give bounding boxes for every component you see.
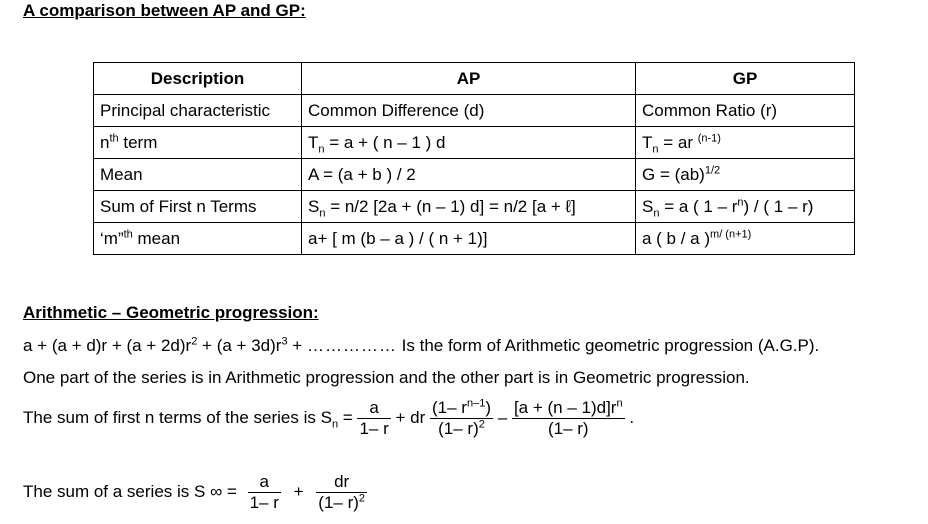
row-desc: $n^{th}$ term [94, 127, 302, 159]
fraction-a-over-1-r: $\frac{a}{1- r}$ [359, 398, 389, 438]
row-gp: $T_n$ = ar $^{(n-1)}$ [636, 127, 855, 159]
header-description: Description [94, 63, 302, 95]
row-gp: $S_n = a$ ( $1 - r^n$) / ( 1 – r) [636, 191, 855, 223]
comparison-table [93, 62, 855, 255]
row-ap: a+ [ m (b – a ) / ( n + 1)] [302, 223, 636, 255]
row-ap: $T_n = a$ + ( n – 1 ) d [302, 127, 636, 159]
row-desc: Sum of First n Terms [94, 191, 302, 223]
agp-series-line: $a + (a + d)r + (a + 2d)r^2 + (a + 3d)r^3$ + …………… Is the form of Arithmetic geometric progression (A.G.P). [23, 335, 820, 355]
table-row [94, 223, 855, 255]
sum-n-label: The sum of first n terms of the series is $S_n$ = [23, 407, 353, 431]
ellipsis-dots: …………… [306, 336, 397, 355]
row-desc: Mean [94, 159, 302, 191]
agp-description: One part of the series is in Arithmetic progression and the other part is in Geometric progression. [23, 368, 750, 387]
fraction-dr-over-1-r-squared: $\frac{dr}{(1- r)^2}$ [318, 472, 366, 512]
fraction-geometric-part: $\frac{(1- r^{n-1})}{(1- r)^2}$ [432, 397, 491, 438]
row-gp: Common Ratio (r) [636, 95, 855, 127]
table-row [94, 191, 855, 223]
row-desc: ‘m”$^{th}$ mean [94, 223, 302, 255]
row-desc: Principal characteristic [94, 95, 302, 127]
agp-heading: Arithmetic – Geometric progression: [23, 303, 319, 322]
row-ap: Common Difference (d) [302, 95, 636, 127]
row-gp: a ( b / a )$^{m/ (n+1)}$ [636, 223, 855, 255]
comparison-heading: A comparison between AP and GP: [23, 1, 306, 20]
table-header-row [94, 63, 855, 95]
row-ap: A = (a + b ) / 2 [302, 159, 636, 191]
fraction-last-term: $\frac{[a + (n - 1)d]r^n}{(1- r)}$ [513, 397, 623, 438]
sum-n-formula: The sum of first n terms of the series is $S_n$ = $\frac{a}{1- r}$ + dr $\frac{(1- r^{n-1})}{(1- r)^2}$ – $\frac{[a + (n - 1)d]r^n}{(1- r)}$ . [23, 397, 635, 438]
header-gp: GP [636, 63, 855, 95]
table-row [94, 95, 855, 127]
header-ap: AP [302, 63, 636, 95]
sum-inf-label: The sum of a series is S ∞ = [23, 481, 237, 501]
table-row [94, 127, 855, 159]
table-row [94, 159, 855, 191]
row-gp: G = (ab)$^{1/2}$ [636, 159, 855, 191]
sum-infinity-formula: The sum of a series is S ∞ = $\frac{a}{1- r}$ + $\frac{dr}{(1- r)^2}$ [23, 472, 366, 512]
fraction-a-over-1-r: $\frac{a}{1- r}$ [249, 472, 279, 512]
row-ap: $S_n = n/2$ [2a + (n – 1) d] = n/2 [a + ℓ] [302, 191, 636, 223]
